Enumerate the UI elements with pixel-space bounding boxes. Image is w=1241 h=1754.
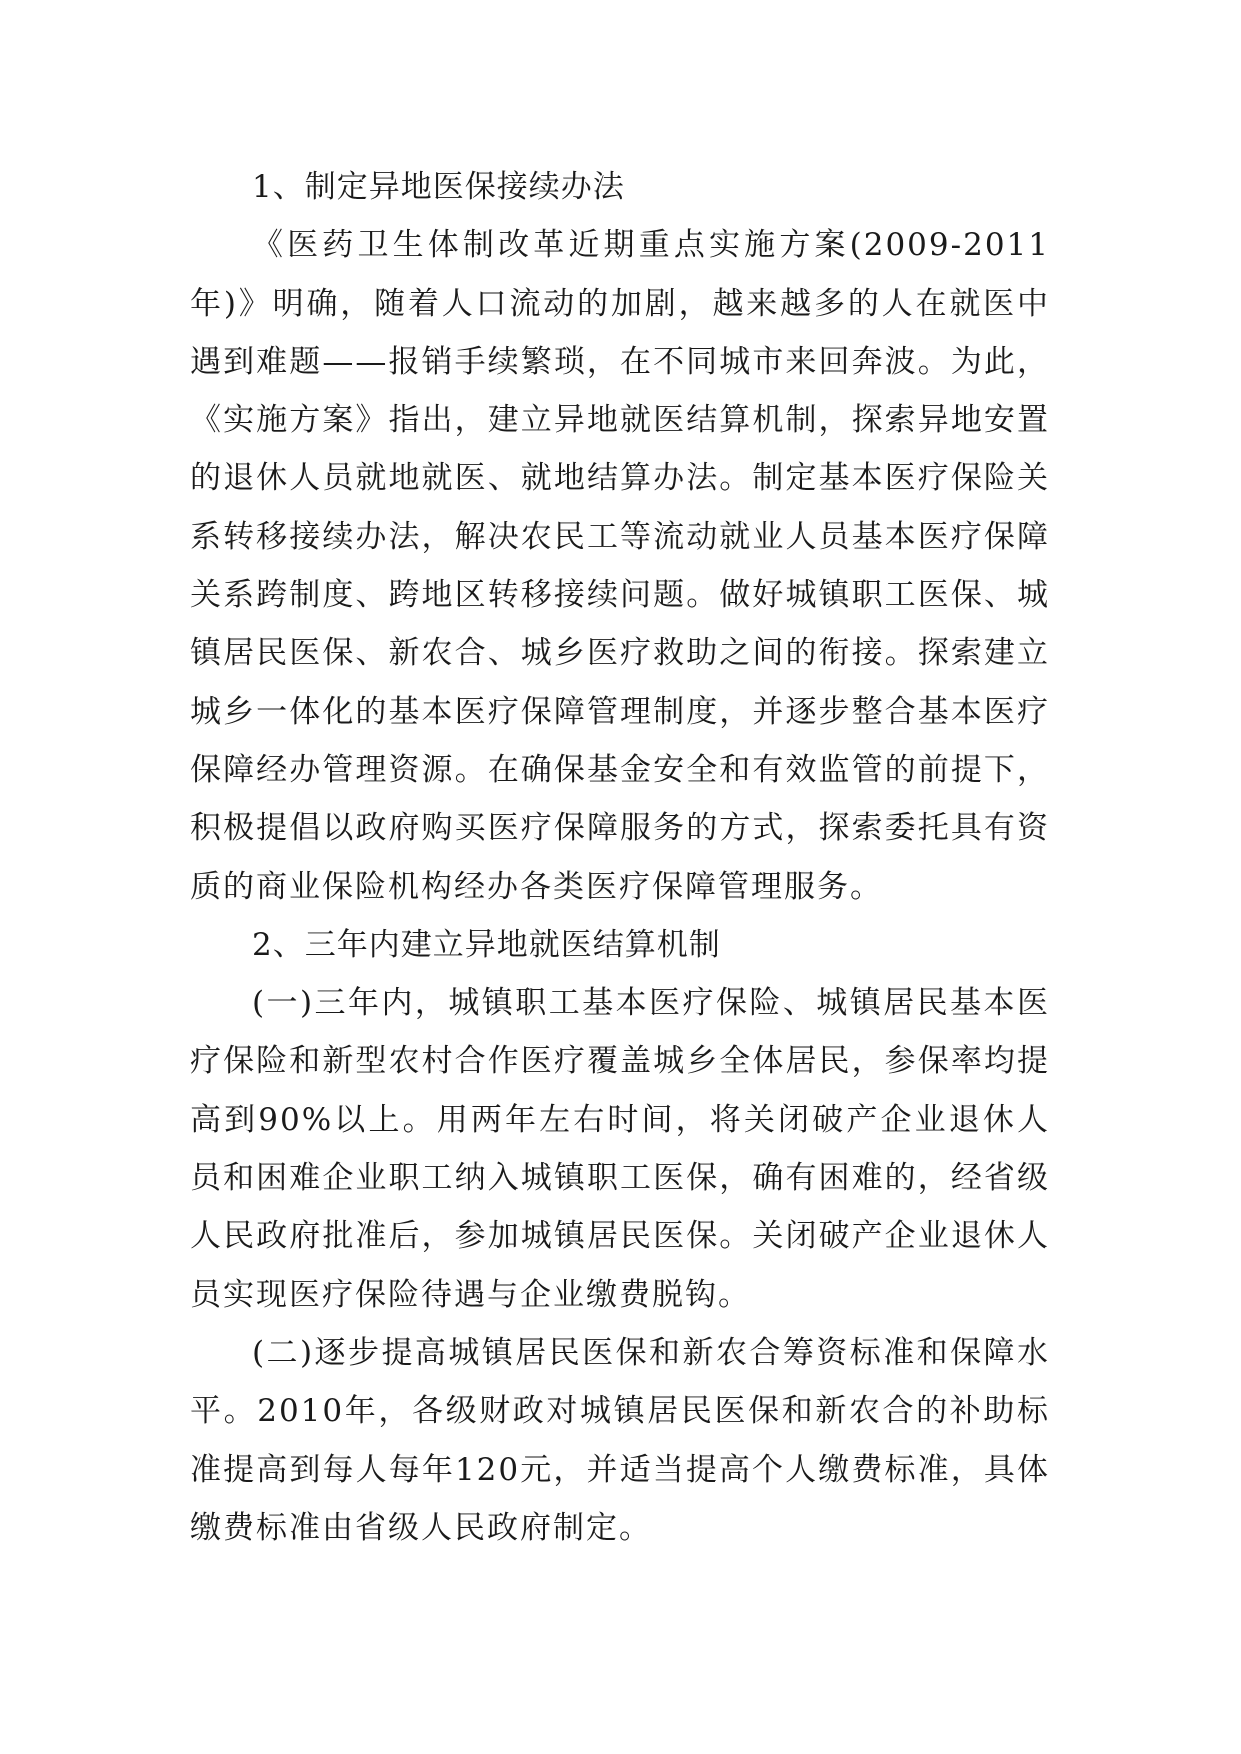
section-heading-1: 1、制定异地医保接续办法: [252, 169, 625, 205]
section-heading-2: 2、三年内建立异地就医结算机制: [252, 926, 721, 963]
document-body: [190, 158, 1050, 1557]
paragraph-2: (一)三年内，城镇职工基本医疗保险、城镇居民基本医疗保险和新型农村合作医疗覆盖城乡全体居民，参保率均提高到90%以上。用两年左右时间，将关闭破产企业退休人员和困难企业职工纳入城镇职工医保，确有困难的，经省级人民政府批准后，参加城镇居民医保。关闭破产企业退休人员实现医疗保险待遇与企业缴费脱钩。: [190, 985, 1050, 1313]
paragraph-3: (二)逐步提高城镇居民医保和新农合筹资标准和保障水平。2010年，各级财政对城镇居民医保和新农合的补助标准提高到每人每年120元，并适当提高个人缴费标准，具体缴费标准由省级人民政府制定。: [190, 1334, 1050, 1546]
paragraph-1: 《医药卫生体制改革近期重点实施方案(2009-2011年)》明确，随着人口流动的加剧，越来越多的人在就医中遇到难题——报销手续繁琐，在不同城市来回奔波。为此，《实施方案》指出，建立异地就医结算机制，探索异地安置的退休人员就地就医、就地结算办法。制定基本医疗保险关系转移接续办法，解决农民工等流动就业人员基本医疗保障关系跨制度、跨地区转移接续问题。做好城镇职工医保、城镇居民医保、新农合、城乡医疗救助之间的衔接。探索建立城乡一体化的基本医疗保障管理制度，并逐步整合基本医疗保障经办管理资源。在确保基金安全和有效监管的前提下，积极提倡以政府购买医疗保障服务的方式，探索委托具有资质的商业保险机构经办各类医疗保障管理服务。: [190, 227, 1050, 905]
